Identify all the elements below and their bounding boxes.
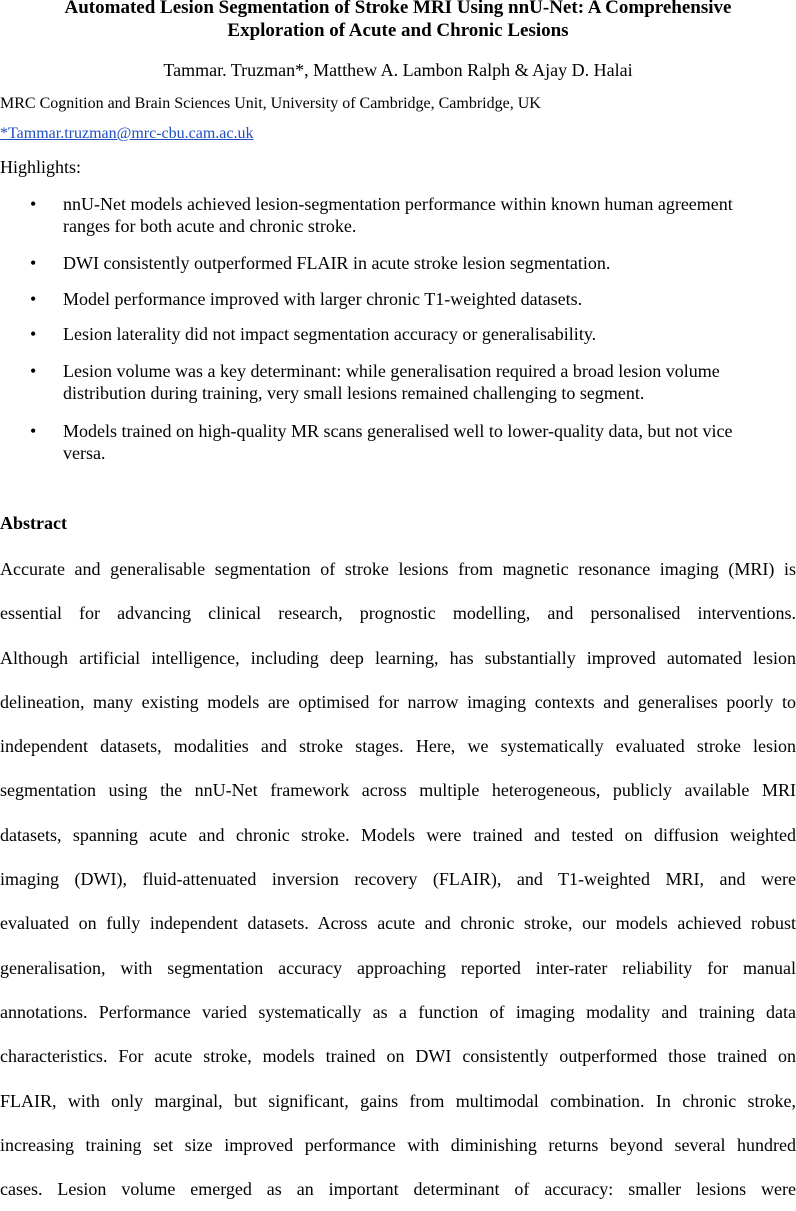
abstract-line: independent datasets, modalities and stroke stages. Here, we systematically evaluated stroke lesion bbox=[0, 736, 796, 757]
abstract-line: delineation, many existing models are optimised for narrow imaging contexts and generalises poorly to bbox=[0, 691, 796, 712]
paper-title bbox=[0, 0, 796, 42]
highlight-text bbox=[63, 323, 793, 345]
abstract-line: FLAIR, with only marginal, but significant, gains from multimodal combination. In chronic stroke, bbox=[0, 1090, 796, 1111]
highlight-line-1: DWI consistently outperformed FLAIR in acute stroke lesion segmentation. bbox=[63, 253, 611, 273]
abstract-line: Accurate and generalisable segmentation of stroke lesions from magnetic resonance imaging (MRI) is bbox=[0, 559, 796, 579]
abstract-line: generalisation, with segmentation accuracy approaching reported inter-rater reliability for manual bbox=[0, 957, 796, 978]
abstract-line: increasing training set size improved performance with diminishing returns beyond several hundred bbox=[0, 1134, 796, 1155]
highlight-line-1: Model performance improved with larger chronic T1-weighted datasets. bbox=[63, 289, 583, 309]
bullet-icon: • bbox=[30, 253, 37, 273]
affiliation: MRC Cognition and Brain Sciences Unit, University of Cambridge, Cambridge, UK bbox=[0, 95, 541, 112]
bullet-icon: • bbox=[30, 421, 37, 441]
abstract-line: essential for advancing clinical research, prognostic modelling, and personalised interventions. bbox=[0, 603, 796, 624]
author-list: Tammar. Truzman*, Matthew A. Lambon Ralph & Ajay D. Halai bbox=[163, 60, 633, 80]
bullet-icon: • bbox=[30, 361, 37, 381]
highlight-line-2: distribution during training, very small lesions remained challenging to segment. bbox=[63, 383, 645, 403]
abstract-line: characteristics. For acute stroke, models trained on DWI consistently outperformed those trained on bbox=[0, 1046, 796, 1067]
highlight-text bbox=[63, 252, 793, 274]
bullet-icon: • bbox=[30, 194, 37, 214]
highlight-line-1: Lesion volume was a key determinant: while generalisation required a broad lesion volume bbox=[63, 361, 720, 381]
title-line-1: Automated Lesion Segmentation of Stroke MRI Using nnU-Net: A Comprehensive bbox=[64, 0, 732, 18]
highlight-line-1: Lesion laterality did not impact segmentation accuracy or generalisability. bbox=[63, 324, 597, 344]
abstract-line: Although artificial intelligence, including deep learning, has substantially improved automated lesion bbox=[0, 647, 796, 668]
title-line-2: Exploration of Acute and Chronic Lesions bbox=[227, 20, 569, 41]
corresponding-email-link[interactable]: *Tammar.truzman@mrc-cbu.cam.ac.uk bbox=[0, 125, 254, 142]
abstract-line: imaging (DWI), fluid-attenuated inversion recovery (FLAIR), and T1-weighted MRI, and were bbox=[0, 869, 796, 890]
highlight-line-1: nnU-Net models achieved lesion-segmentation performance within known human agreement bbox=[63, 194, 733, 214]
bullet-icon: • bbox=[30, 324, 37, 344]
highlight-line-1: Models trained on high-quality MR scans generalised well to lower-quality data, but not vice bbox=[63, 421, 733, 441]
highlight-line-2: versa. bbox=[63, 443, 106, 463]
abstract-line: annotations. Performance varied systematically as a function of imaging modality and training data bbox=[0, 1001, 796, 1022]
highlight-text bbox=[63, 420, 793, 464]
bullet-icon: • bbox=[30, 289, 37, 309]
abstract-line: datasets, spanning acute and chronic stroke. Models were trained and tested on diffusion weighted bbox=[0, 824, 796, 845]
abstract-line: evaluated on fully independent datasets. Across acute and chronic stroke, our models achieved robust bbox=[0, 913, 796, 934]
highlight-text bbox=[63, 288, 793, 310]
abstract-line: cases. Lesion volume emerged as an important determinant of accuracy: smaller lesions were bbox=[0, 1179, 796, 1200]
highlight-text bbox=[63, 193, 793, 237]
highlight-line-2: ranges for both acute and chronic stroke. bbox=[63, 216, 357, 236]
abstract-line: segmentation using the nnU-Net framework across multiple heterogeneous, publicly available MRI bbox=[0, 780, 796, 801]
highlights-heading: Highlights: bbox=[0, 157, 82, 177]
abstract-heading: Abstract bbox=[0, 513, 67, 533]
highlight-text bbox=[63, 360, 793, 404]
abstract-body bbox=[0, 547, 796, 1211]
